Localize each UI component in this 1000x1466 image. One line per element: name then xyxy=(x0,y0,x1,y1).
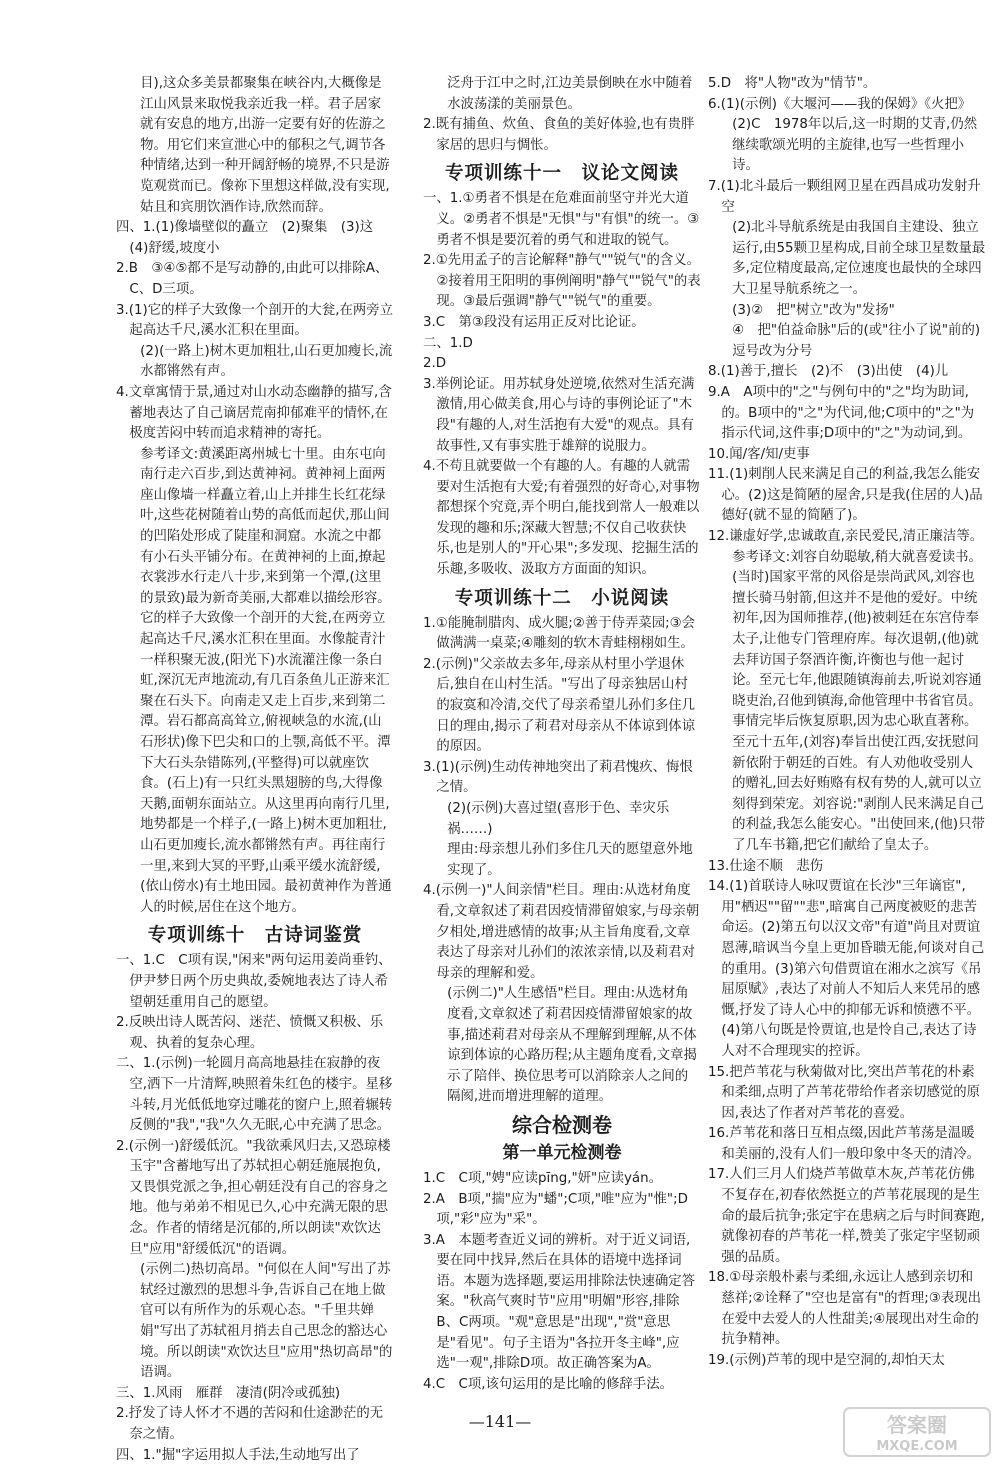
answer-paragraph: 9.A A项中的"之"与例句中的"之"均为助词,的。B项中的"之"为代词,他;C项中的"之"为指示代词,这件事;D项中的"之"为动词,到。 xyxy=(708,384,975,442)
answer-paragraph: (示例二)热切高昂。"何似在人间"写出了苏轼经过激烈的思想斗争,告诉自己在地上做官可以有所作为的乐观心态。"千里共婵娟"写出了苏轼祖月捎去自己思念的豁达心境。所以朗读"欢饮达旦"应用"热切高昂"的语调。 xyxy=(140,1262,393,1381)
column-middle xyxy=(423,74,701,1395)
answer-paragraph: 2.既有捕鱼、炊鱼、食鱼的美好体验,也有贵胖家居的思归与惆怅。 xyxy=(423,117,695,153)
answer-paragraph: 4.C C项,该句运用的是比喻的修辞手法。 xyxy=(423,1376,673,1392)
answer-paragraph: 4.不苟且就要做一个有趣的人。有趣的人就需要对生活抱有大爱;有着强烈的好奇心,对事物都想探个究竟,弄个明白,能找到常人一般难以发现的趣和乐;深藏大智慧;不仅自己收获快乐,也是别人的"开心果";多发现、挖掘生活的乐趣,多吸收、汲取方方面面的知识。 xyxy=(423,459,700,578)
answer-paragraph: (2)(示例)大喜过望(喜形于色、幸灾乐祸……) xyxy=(447,801,670,837)
answer-paragraph: 4.文章寓情于景,通过对山水动态幽静的描写,含蓄地表达了自己谪居荒南抑郁难平的情怀,在极度苦闷中转而追求精神的寄托。 xyxy=(116,384,392,442)
answer-paragraph: ④ 把"伯益命脉"后的(或"往小了说"前的)逗号改为分号 xyxy=(732,323,981,359)
answer-paragraph: 3.(1)它的样子大致像一个剖开的大瓮,在两旁立起高达千尺,溪水汇积在里面。 xyxy=(116,302,394,339)
answer-paragraph: 2.B ③④⑤都不是写动静的,由此可以排除A、C、D三项。 xyxy=(116,261,389,297)
answer-paragraph: 12.谦虚好学,忠诚敢直,亲民爱民,清正廉洁等。 xyxy=(708,529,984,545)
exam-subtitle: 第一单元检测卷 xyxy=(502,1142,622,1163)
answer-paragraph: 3.(1)(示例)生动传神地突出了莉君愧疚、悔恨之情。 xyxy=(423,759,693,796)
answer-paragraph: 8.(1)善于,擅长 (2)不 (3)出使 (4)儿 xyxy=(708,364,949,380)
answer-paragraph: 4.(示例一)"人间亲情"栏目。理由:从选材角度看,文章叙述了莉君因疫情滞留娘家,与母亲朝夕相处,增进感情的故事;从主旨角度看,文章表达了母亲对儿孙们的浓浓亲情,以及莉君对母亲的理解和爱。 xyxy=(423,883,700,981)
answer-paragraph: 3.C 第③段没有运用正反对比论证。 xyxy=(423,314,645,330)
answer-paragraph: 2.A B项,"揣"应为"蟠";C项,"唯"应为"惟";D项,"彩"应为"采"。 xyxy=(423,1191,688,1228)
answer-paragraph: 19.(示例)芦苇的现中是空洞的,却怕天太 xyxy=(708,1352,945,1368)
answer-paragraph: 2.反映出诗人既苦闷、迷茫、愤慨又积极、乐观、执着的复杂心理。 xyxy=(116,1015,384,1051)
answer-paragraph: (3)② 把"树立"改为"发扬" xyxy=(732,302,895,318)
answer-paragraph: 参考译文:刘容自幼聪敏,稍大就喜爱读书。(当时)国家平常的风俗是崇尚武风,刘容也擅长骑马射箭,但这并不是他的爱好。中统初年,因为国师推荐,(他)被刺廷在东宫侍奉太子,让他专门管理府库。每次退朝,(他)就去拜访国子祭酒许衡,许衡也与他一起讨论。至元七年,他跟随镇海前去,听说刘容通晓吏治,召他到镇海,命他管理中书省官员。事情完毕后恢复原职,因为忠心耿直著称。至元十五年,(刘容)奉旨出使江西,安抚慰问新依附于朝廷的百姓。有人劝他收受别人的赠礼,回去好贿赂有权有势的人,就可以立刻得到荣宠。刘容说:"剥削人民来满足自己的利益,我怎么能安心。"出使回来,(他)只带了几车书籍,把它们献给了皇太子。 xyxy=(732,549,985,853)
watermark-logo xyxy=(842,1406,992,1458)
watermark-line2: MXQE.COM xyxy=(876,1439,958,1454)
answer-paragraph: (示例二)"人生感悟"栏目。理由:从选材角度看,文章叙述了莉君因疫情滞留娘家的故事,描述莉君对母亲从不理解到理解,从不体谅到体谅的心路历程;从主题角度看,文章揭示了陪伴、换位思考可以消除亲人之间的隔阂,进而增进理解的道理。 xyxy=(447,986,697,1105)
answer-paragraph: 11.(1)刺削人民来满足自己的利益,我怎么能安心。(2)这是简陋的屋舍,只是我(住居的人)品德好(就不显的简陋了)。 xyxy=(708,467,983,524)
answer-paragraph: 2.D xyxy=(423,356,447,372)
answer-paragraph: 参考译文:黄溪距离州城七十里。由东屯向南行走六百步,到达黄神祠。黄神祠上面两座山像墙一样矗立着,山上并排生长红花绿叶,这些花树随着山势的高低而起伏,那山间的凹陷处形成了陡崖和洞窟。水流之中都有小石头平铺分布。在黄神祠的上面,撩起衣裳涉水行走八十步,来到第一个潭,(这里的景致)最为新奇美丽,大都难以描绘形容。它的样子大致像一个剖开的大瓮,在两旁立起高达千尺,溪水汇积在里面。水像靛青汁一样积聚无波,(阳光下)水流灌注像一条白虹,深沉无声地流动,有几百条鱼儿正游来汇聚在石头下。向南走又走上百步,来到第二潭。岩石都高高耸立,俯视峡急的水流,(山石形状)像下巴尖和口的上颚,高低不平。潭下大石头杂错陈列,(平整得)可以就座饮食。(石上)有一只红头黑翅膀的鸟,大得像天鹅,面朝东面站立。从这里再向南行几里,地势都是一个样子,(一路上)树木更加粗壮,山石更加瘦长,流水都锵然有声。再往南行一里,来到大冥的平野,山乘平缓水流舒缓,(依山傍水)有土地田园。最初黄神作为普通人的时候,居住在这个地方。 xyxy=(140,446,392,915)
answer-paragraph: 四、1.(1)像墙壁似的矗立 (2)聚集 (3)这 (4)舒缓,坡度小 xyxy=(116,220,387,256)
answer-paragraph: (2)(一路上)树木更加粗壮,山石更加瘦长,流水都锵然有声。 xyxy=(140,343,393,380)
answer-paragraph: 1.C C项,"娉"应读pīng,"妍"应读yán。 xyxy=(423,1170,662,1186)
answer-paragraph: 10.闻/客/知/吏事 xyxy=(708,446,810,462)
answer-paragraph: 3.举例论证。用苏轼身处逆境,依然对生活充满激情,用心做美食,用心与诗的事例论证了"木段"有趣的人,对生活抱有大爱"的观点。具有故事性,又有事实胜于雄辩的说服力。 xyxy=(423,376,695,454)
section-title: 专项训练十一 议论文阅读 xyxy=(444,163,679,185)
answer-paragraph: 一、1.C C项有误,"闲来"两句运用姜尚垂钓、伊尹梦日两个历史典故,委婉地表达了诗人希望朝廷重用自己的愿望。 xyxy=(116,953,392,1010)
answer-paragraph: 16.芦苇花和落日互相点缀,因此芦苇荡是温暖和美丽的,没有人们一般印象中冬天的清冷。 xyxy=(708,1126,981,1162)
answer-paragraph: 理由:母亲想儿孙们多住几天的愿望意外地实现了。 xyxy=(447,842,693,878)
section-title: 专项训练十 古诗词鉴赏 xyxy=(147,925,363,947)
answer-paragraph: 2.(示例一)舒缓低沉。"我欲乘风归去,又恐琼楼玉宇"含蓄地写出了苏轼担心朝廷施展抱负,又畏惧党派之争,担心朝廷没有自己的容身之地。他与弟弟不相见已久,心中充满无限的思念。作者的情绪是沉郁的,所以朗读"欢饮达旦"应用"舒缓低沉"的语调。 xyxy=(116,1138,391,1257)
answer-paragraph: 泛舟于江中之时,江边美景倒映在水中随着水波荡漾的美丽景色。 xyxy=(447,76,693,112)
answer-paragraph: 3.A 本题考查近义词的辨析。对于近义词语,要在同中找异,然后在具体的语境中选择词语。本题为选择题,要运用排除法快速确定答案。"秋高气爽时节"应用"明媚"形容,排除B、C两项。"观"意思是"出现","赏"意思是"看见"。句子主语为"各拉开冬主峰",应选"一观",排除D项。故正确答案为A。 xyxy=(423,1232,696,1372)
answer-paragraph: 二、1.(示例)一轮圆月高高地悬挂在寂静的夜空,洒下一片清辉,映照着朱红色的楼宇。星移斗转,月光低低地穿过雕花的窗户上,照着辗转反侧的"我","我"久久无眠,心中充满了思念。 xyxy=(116,1056,393,1134)
answer-paragraph: 2.(示例)"父亲故去多年,母亲从村里小学退休后,独自在山村生活。"写出了母亲独居山村的寂寞和冷清,交代了母亲希望儿孙们多住几日的理由,揭示了莉君对母亲从不体谅到体谅的原因。 xyxy=(423,656,696,755)
answer-paragraph: 2.抒发了诗人怀才不遇的苦闷和仕途渺茫的无奈之情。 xyxy=(116,1406,384,1442)
answer-paragraph: 5.D 将"人物"改为"情节"。 xyxy=(708,76,877,91)
answer-paragraph: 14.(1)首联诗人咏叹贾谊在长沙"三年谪宦",用"栖迟""留""悲",暗寓自己两度被贬的悲苦命运。(2)第五句以汉文帝"有道"尚且对贾谊恩薄,暗讽当今皇上更加昏聩无能,何谈对自己的重用。(3)第六句借贾谊在湘水之滨写《吊屈原赋》,表达了对前人不知后人来凭吊的感慨,抒发了诗人心中的抑郁无诉和愤懑不平。(4)第八句既是怜贾谊,也是怜自己,表达了诗人对不合理现实的控诉。 xyxy=(708,879,985,1059)
answer-paragraph: 13.仕途不顺 悲伤 xyxy=(708,858,824,874)
column-left xyxy=(116,74,394,1466)
answer-paragraph: 7.(1)北斗最后一颗组网卫星在西昌成功发射升空 xyxy=(708,178,981,215)
exam-title: 综合检测卷 xyxy=(512,1112,612,1137)
answer-paragraph: 四、1."掘"字运用拟人手法,生动地写出了 xyxy=(116,1447,360,1463)
watermark-line1: 答案圈 xyxy=(887,1413,947,1437)
answer-paragraph: (2)北斗导航系统是由我国自主建设、独立运行,由55颗卫星构成,目前全球卫星数量最多,定位精度最高,定位速度也最快的全球四大卫星导航系统之一。 xyxy=(732,220,986,297)
answer-paragraph: (2)C 1978年以后,这一时期的艾青,仍然继续歌颂光明的主旋律,也写一些哲理小诗。 xyxy=(732,117,978,174)
column-right xyxy=(708,74,986,1371)
answer-paragraph: 二、1.D xyxy=(423,335,473,351)
answer-paragraph: 2.①先用孟子的言论解释"静气""锐气"的含义。②接着用王阳明的事例阐明"静气""锐气"的表现。③最后强调"静气""锐气"的重要。 xyxy=(423,253,701,310)
section-title: 专项训练十二 小说阅读 xyxy=(454,587,670,609)
answer-paragraph: 15.把芦苇花与秋菊做对比,突出芦苇花的朴素和柔细,点明了芦苇花带给作者亲切感觉的原因,表达了作者对芦苇花的喜爱。 xyxy=(708,1064,981,1121)
answer-paragraph: 18.①母亲般朴素与柔细,永远让人感到亲切和慈祥;②诠释了"空也是富有"的哲理;③表现出在爱中去爱人的人性甜美;④展现出对生命的抗争精神。 xyxy=(708,1270,981,1348)
answer-paragraph: 1.①能腌制腊肉、成火腿;②善于侍弄菜园;③会做满满一桌菜;④雕刻的软木青蛙栩栩如生。 xyxy=(423,615,696,652)
answer-paragraph: 6.(1)(示例)《大堰河——我的保姆》《火把》 xyxy=(708,96,972,112)
answer-paragraph: 17.人们三月人们烧芦苇做草木灰,芦苇花仿佛不复存在,初春依然挺立的芦苇花展现的是生命的最后抗争;张定宇在患病之后与时间赛跑,就像初春的芦苇花一样,赞美了张定宇坚韧顽强的品质。 xyxy=(708,1167,985,1265)
answer-paragraph: 一、1.①勇者不惧是在危难面前坚守并光大道义。②勇者不惧是"无惧"与"有惧"的统一。③勇者不惧是要沉着的勇气和进取的锐气。 xyxy=(423,191,700,248)
page-number: —141— xyxy=(468,1412,532,1431)
answer-paragraph: 目),这众多美景都聚集在峡谷内,大概像是江山风景来取悦我亲近我一样。君子居家就有安息的地方,出游一定要有好的佐游之物。用它们来宣泄心中的郁积之气,调节各种情绪,达到一种开阔舒畅的境界,不只是游览观赏而已。像祢下里想这样做,没有实现,姑且和宾朋饮酒作诗,欣然而辞。 xyxy=(140,76,390,215)
answer-paragraph: 三、1.风雨 雁群 凄清(阴冷或孤独) xyxy=(116,1385,341,1401)
